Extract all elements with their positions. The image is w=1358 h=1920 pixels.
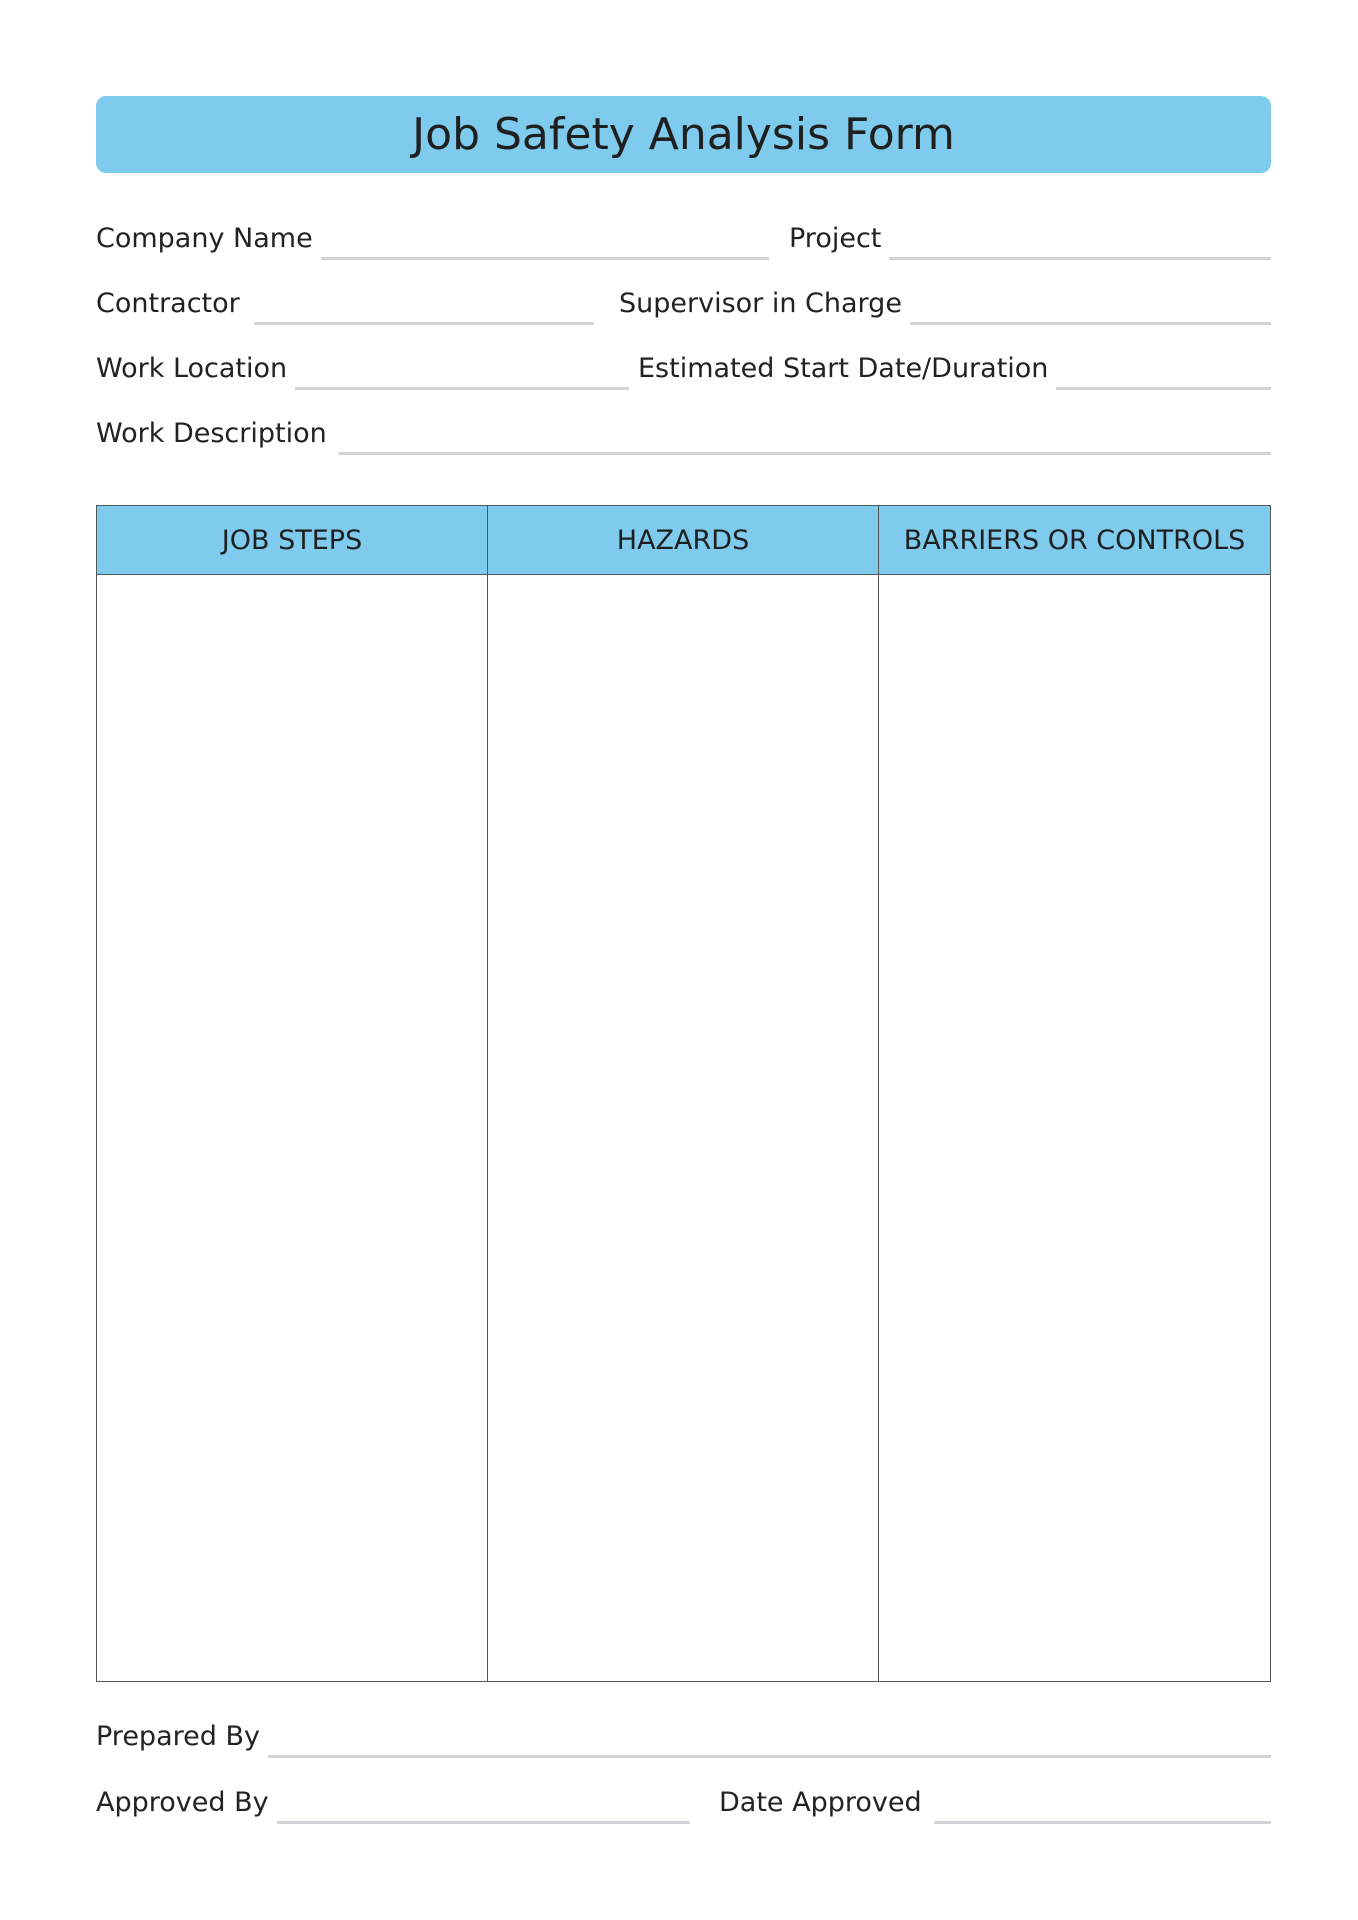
work-location-field [96,352,629,392]
supervisor-field [619,287,1271,327]
company-name-label: Company Name [96,223,313,254]
start-date-input-line[interactable] [1056,387,1271,390]
column-header-barriers: BARRIERS OR CONTROLS [879,506,1270,575]
page-title: Job Safety Analysis Form [412,109,955,160]
work-description-input-line[interactable] [339,452,1271,455]
jsa-table [96,505,1271,1682]
prepared-by-field [96,1720,1271,1760]
barriers-cell[interactable] [879,575,1270,1681]
start-date-field [638,352,1271,392]
work-location-label: Work Location [96,353,288,384]
prepared-by-input-line[interactable] [268,1755,1271,1758]
work-description-field [96,417,1271,457]
project-field [789,222,1271,262]
column-header-job-steps: JOB STEPS [97,506,488,575]
column-header-hazards: HAZARDS [488,506,879,575]
date-approved-label: Date Approved [719,1787,922,1818]
title-banner [96,96,1271,173]
date-approved-field [719,1786,1271,1826]
job-steps-cell[interactable] [97,575,488,1681]
project-label: Project [789,223,882,254]
company-name-input-line[interactable] [321,257,769,260]
work-location-input-line[interactable] [295,387,629,390]
project-input-line[interactable] [889,257,1271,260]
company-name-field [96,222,769,262]
hazards-cell[interactable] [488,575,879,1681]
start-date-label: Estimated Start Date/Duration [638,353,1049,384]
contractor-label: Contractor [96,288,240,319]
supervisor-input-line[interactable] [910,322,1271,325]
work-description-label: Work Description [96,418,327,449]
contractor-field [96,287,594,327]
approved-by-field [96,1786,690,1826]
contractor-input-line[interactable] [254,322,594,325]
date-approved-input-line[interactable] [934,1821,1271,1824]
approved-by-input-line[interactable] [277,1821,690,1824]
supervisor-label: Supervisor in Charge [619,288,902,319]
prepared-by-label: Prepared By [96,1721,260,1752]
approved-by-label: Approved By [96,1787,269,1818]
